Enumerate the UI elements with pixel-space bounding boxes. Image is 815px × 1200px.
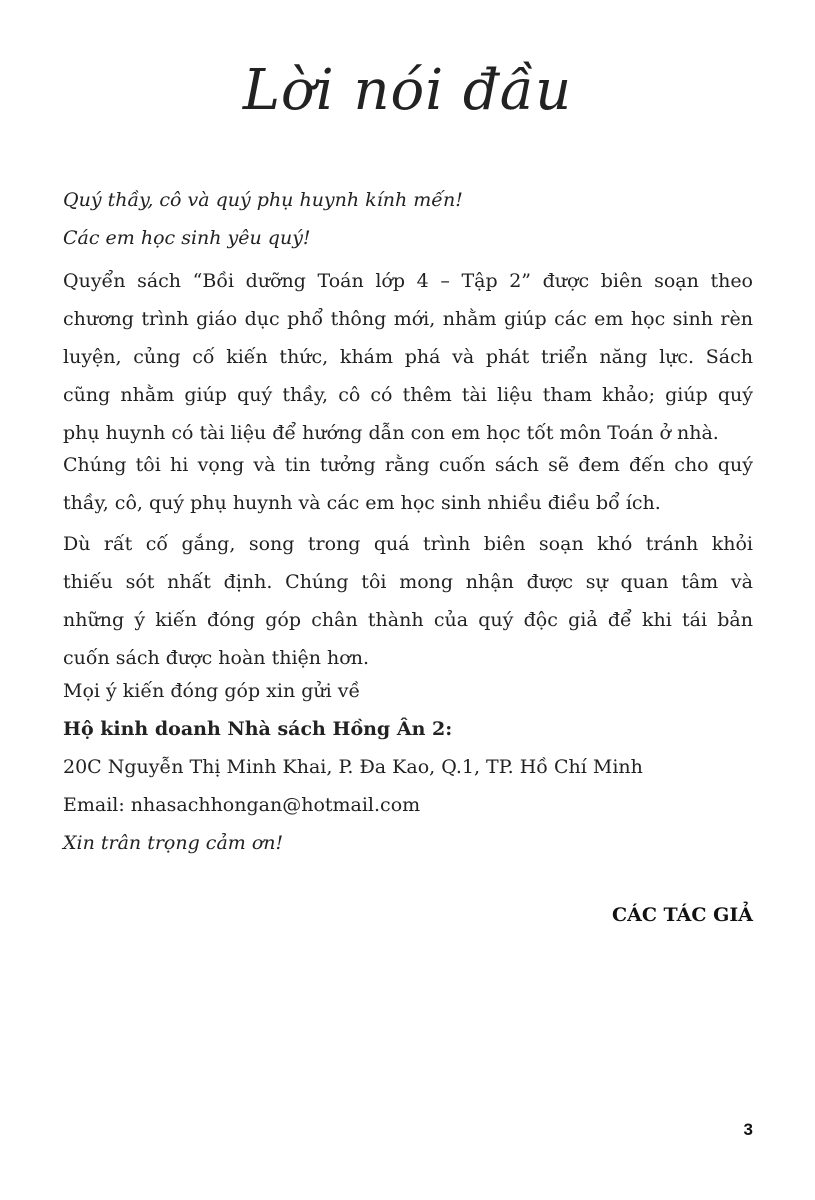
paragraph-1-line: chương trình giáo dục phổ thông mới, nhằm giúp các em học sinh rèn: [63, 308, 753, 330]
greeting-block: [63, 185, 753, 253]
paragraph-2: [63, 450, 753, 518]
paragraph-3-line: cuốn sách được hoàn thiện hơn.: [63, 647, 369, 669]
thanks-line: Xin trân trọng cảm ơn!: [63, 832, 284, 854]
page-number: 3: [743, 1120, 753, 1139]
paragraph-2-line: Chúng tôi hi vọng và tin tưởng rằng cuốn sách sẽ đem đến cho quý: [63, 454, 753, 476]
publisher-address: 20C Nguyễn Thị Minh Khai, P. Đa Kao, Q.1, TP. Hồ Chí Minh: [63, 756, 643, 778]
publisher-name: Hộ kinh doanh Nhà sách Hồng Ân 2:: [63, 718, 453, 740]
paragraph-2-line: thầy, cô, quý phụ huynh và các em học sinh nhiều điều bổ ích.: [63, 492, 661, 514]
paragraph-1-line: luyện, củng cố kiến thức, khám phá và phát triển năng lực. Sách: [63, 346, 753, 368]
paragraph-1-line: phụ huynh có tài liệu để hướng dẫn con em học tốt môn Toán ở nhà.: [63, 422, 719, 444]
publisher-email: Email: nhasachhongan@hotmail.com: [63, 794, 421, 816]
page-title: Lời nói đầu: [242, 58, 573, 123]
paragraph-1-line: Quyển sách “Bồi dưỡng Toán lớp 4 – Tập 2” được biên soạn theo: [63, 270, 753, 292]
contact-block: [63, 676, 753, 858]
paragraph-3-line: những ý kiến đóng góp chân thành của quý độc giả để khi tái bản: [63, 609, 753, 631]
greeting-line-1: Quý thầy, cô và quý phụ huynh kính mến!: [63, 189, 463, 211]
paragraph-1: [63, 266, 753, 448]
paragraph-3: [63, 529, 753, 673]
authors-signature: CÁC TÁC GIẢ: [611, 904, 753, 926]
greeting-line-2: Các em học sinh yêu quý!: [63, 227, 311, 249]
paragraph-1-line: cũng nhằm giúp quý thầy, cô có thêm tài liệu tham khảo; giúp quý: [63, 384, 753, 406]
paragraph-3-line: thiếu sót nhất định. Chúng tôi mong nhận được sự quan tâm và: [63, 571, 753, 593]
paragraph-3-line: Dù rất cố gắng, song trong quá trình biên soạn khó tránh khỏi: [63, 533, 753, 555]
contact-intro: Mọi ý kiến đóng góp xin gửi về: [63, 680, 361, 702]
